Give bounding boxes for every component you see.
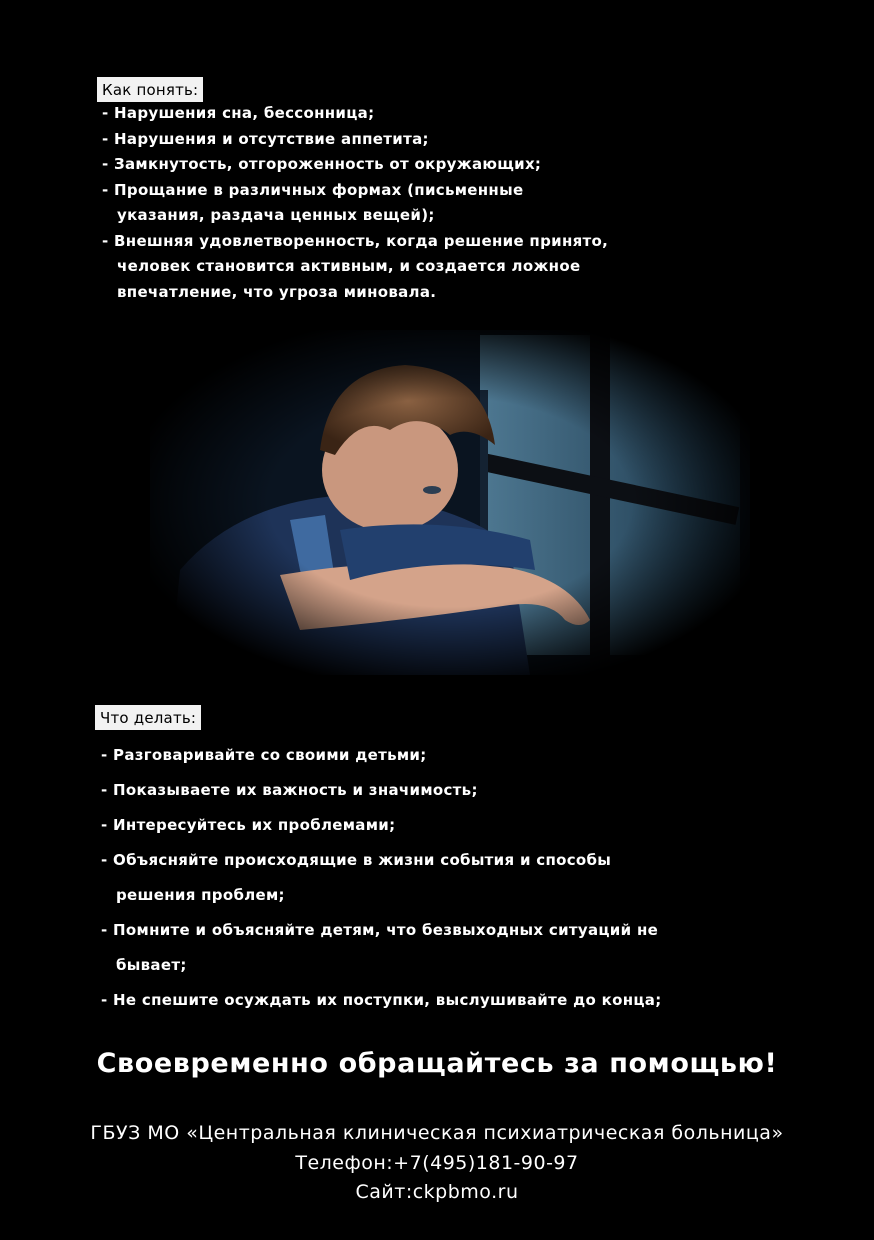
call-to-action: Своевременно обращайтесь за помощью! [96,1048,778,1079]
list-item: - Нарушения сна, бессонница; [102,104,375,122]
list-item: - Замкнутость, отгороженность от окружающих; [102,155,542,173]
list-item: - Разговаривайте со своими детьми; [101,746,427,764]
list-item: - Показываете их важность и значимость; [101,781,478,799]
signs-heading: Как понять: [97,77,203,102]
list-item: - Внешняя удовлетворенность, когда решение принято, человек становится активным, и создается ложное впечатление, что угроза миновала. [102,231,609,301]
list-item: - Интересуйтесь их проблемами; [101,816,396,834]
list-item: - Помните и объясняйте детям, что безвыходных ситуаций не бывает; [101,921,659,974]
actions-list [101,738,721,1018]
signs-list [102,101,677,305]
list-item: - Не спешите осуждать их поступки, выслушивайте до конца; [101,991,662,1009]
list-item: - Прощание в различных формах (письменные указания, раздача ценных вещей); [102,180,524,224]
list-item: - Объясняйте происходящие в жизни события и способы решения проблем; [101,851,612,904]
website-link[interactable]: Сайт:ckpbmo.ru [355,1181,519,1203]
organization-name: ГБУЗ МО «Центральная клиническая психиатрическая больница» [90,1122,784,1144]
list-item: - Нарушения и отсутствие аппетита; [102,129,429,148]
actions-heading: Что делать: [95,705,201,730]
phone-number[interactable]: Телефон:+7(495)181-90-97 [295,1152,579,1174]
boy-at-window-photo [150,330,750,675]
